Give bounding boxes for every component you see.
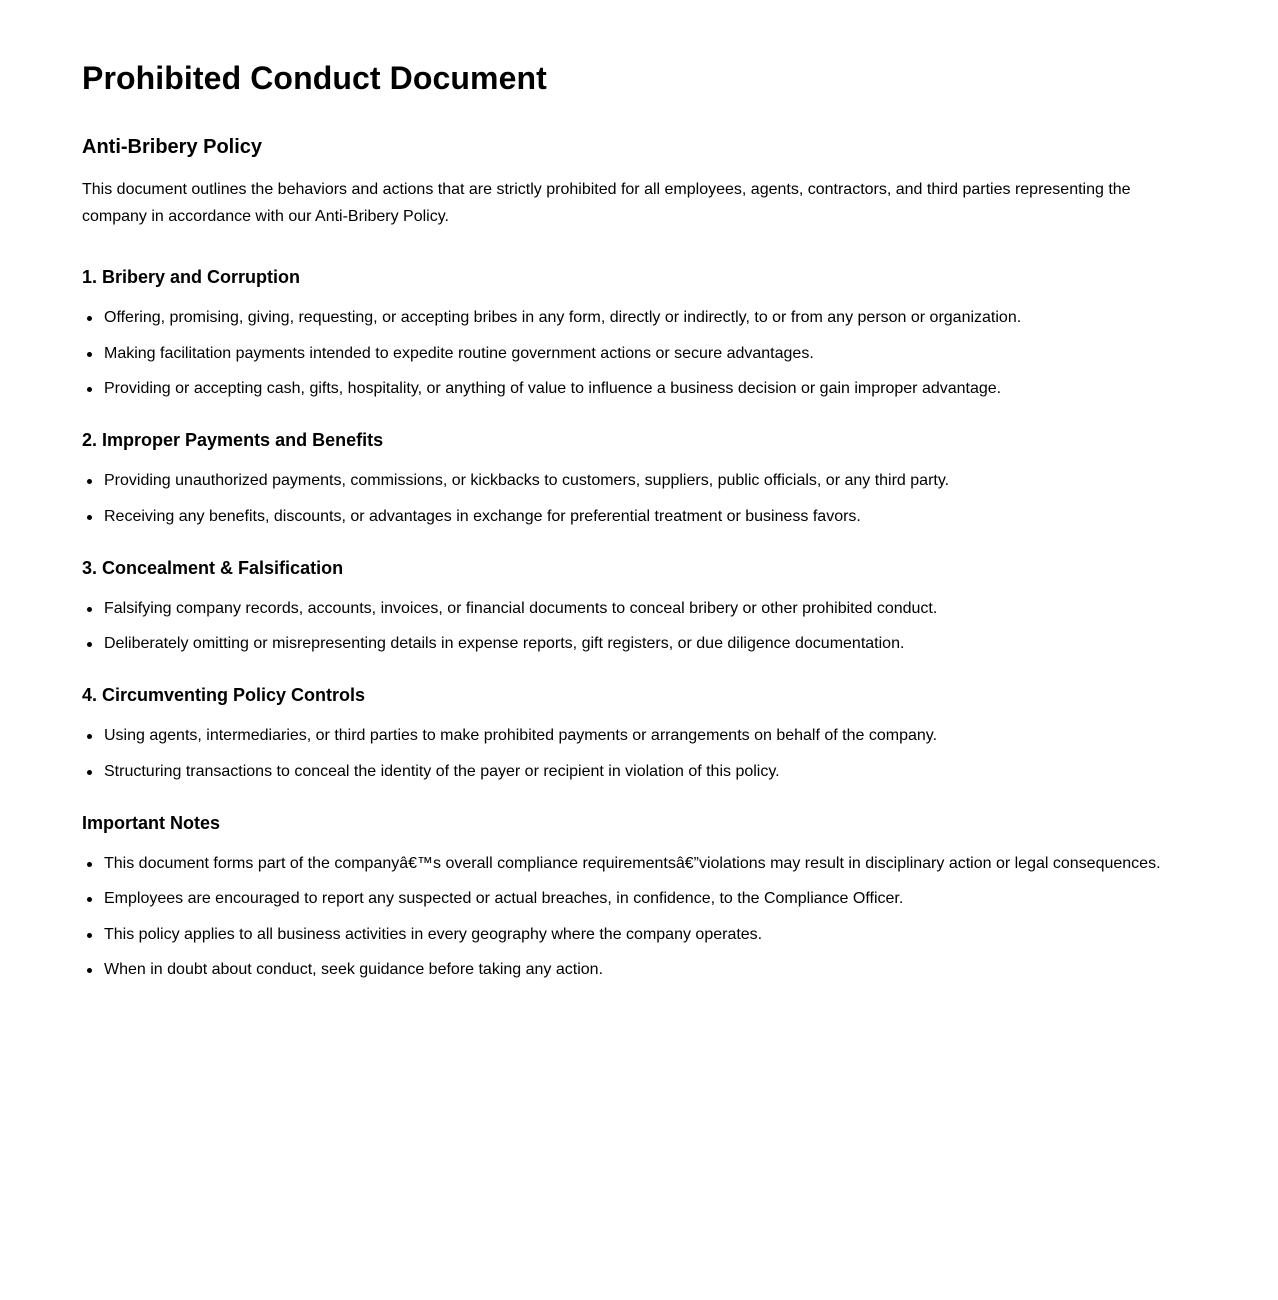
bullet-list	[82, 308, 1232, 399]
bullet-list	[82, 471, 1232, 527]
bullet-icon	[87, 968, 92, 973]
list-item-text: Providing unauthorized payments, commissions, or kickbacks to customers, suppliers, public officials, or any third party.	[104, 472, 950, 489]
section-important-notes	[82, 812, 1232, 981]
bullet-icon	[87, 387, 92, 392]
list-item	[104, 762, 1232, 782]
page-title: Prohibited Conduct Document	[82, 60, 547, 96]
list-item-text: Employees are encouraged to report any suspected or actual breaches, in confidence, to the Compliance Officer.	[104, 890, 904, 907]
bullet-list	[82, 854, 1232, 981]
list-item-text: Using agents, intermediaries, or third parties to make prohibited payments or arrangements on behalf of the company.	[104, 727, 938, 744]
list-item	[104, 344, 1232, 364]
list-item	[104, 599, 1232, 619]
list-item-text: Offering, promising, giving, requesting, or accepting bribes in any form, directly or indirectly, to or from any person or organization.	[104, 309, 1022, 326]
list-item	[104, 925, 1232, 945]
section-title: 2. Improper Payments and Benefits	[82, 430, 384, 450]
list-item-text: When in doubt about conduct, seek guidance before taking any action.	[104, 961, 604, 978]
list-item-text: Making facilitation payments intended to expedite routine government actions or secure advantages.	[104, 344, 814, 362]
bullet-icon	[87, 352, 92, 357]
list-item	[104, 379, 1232, 399]
list-item	[104, 854, 1232, 874]
bullet-icon	[87, 897, 92, 902]
list-item-text: Structuring transactions to conceal the identity of the payer or recipient in violation of this policy.	[104, 762, 780, 780]
bullet-icon	[87, 642, 92, 647]
bullet-icon	[87, 933, 92, 938]
bullet-icon	[87, 734, 92, 739]
list-item	[104, 471, 1232, 491]
section-bribery-corruption	[82, 266, 1232, 399]
section-title: 3. Concealment & Falsification	[82, 557, 344, 578]
list-item	[104, 889, 1232, 909]
section-concealment-falsification	[82, 557, 1232, 655]
intro-paragraph: This document outlines the behaviors and actions that are strictly prohibited for all employees, agents, contractors, and third parties representing the company in accordance with our Anti-Bribery Policy.	[82, 181, 1131, 225]
bullet-icon	[87, 316, 92, 321]
list-item	[104, 507, 1232, 527]
bullet-icon	[87, 862, 92, 867]
list-item-text: Receiving any benefits, discounts, or advantages in exchange for preferential treatment or business favors.	[104, 507, 861, 525]
section-circumventing-controls	[82, 684, 1232, 782]
list-item-text: This document forms part of the companyâ€™s overall compliance requirementsâ€”violations may result in disciplinary action or legal consequences.	[104, 854, 1161, 872]
section-title: 4. Circumventing Policy Controls	[82, 685, 366, 705]
list-item-text: Falsifying company records, accounts, invoices, or financial documents to conceal bribery or other prohibited conduct.	[104, 599, 938, 617]
list-item	[104, 960, 1232, 980]
bullet-icon	[87, 515, 92, 520]
list-item-text: Providing or accepting cash, gifts, hospitality, or anything of value to influence a business decision or gain improper advantage.	[104, 380, 1002, 397]
section-title: Important Notes	[82, 812, 221, 833]
bullet-icon	[87, 479, 92, 484]
bullet-icon	[87, 770, 92, 775]
bullet-list	[82, 726, 1232, 782]
policy-subtitle: Anti-Bribery Policy	[82, 136, 263, 158]
bullet-list	[82, 599, 1232, 655]
list-item	[104, 726, 1232, 746]
list-item-text: This policy applies to all business activities in every geography where the company operates.	[104, 925, 763, 943]
list-item	[104, 308, 1232, 328]
bullet-icon	[87, 607, 92, 612]
list-item-text: Deliberately omitting or misrepresenting details in expense reports, gift registers, or due diligence documentation.	[104, 635, 905, 652]
section-title: 1. Bribery and Corruption	[82, 267, 301, 287]
section-improper-payments	[82, 429, 1232, 527]
list-item	[104, 634, 1232, 654]
